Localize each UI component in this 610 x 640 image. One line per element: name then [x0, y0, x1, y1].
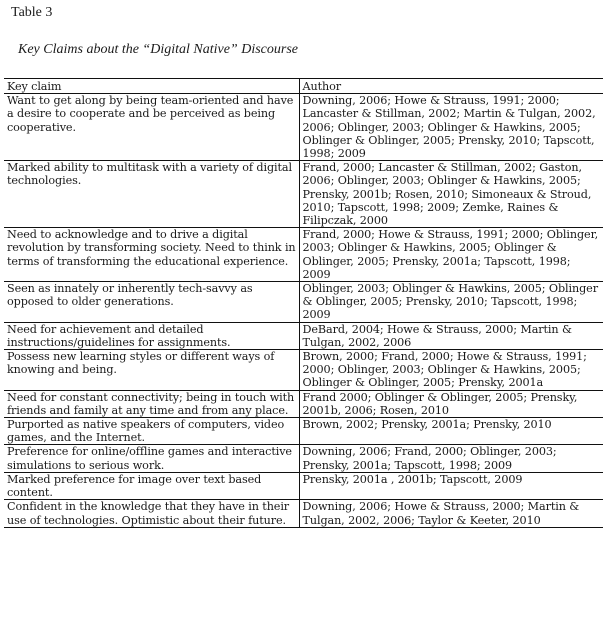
- author-cell: Downing, 2006; Frand, 2000; Oblinger, 2003; Prensky, 2001a; Tapscott, 1998; 2009: [299, 445, 603, 472]
- key-claim-cell: Want to get along by being team-oriented and have a desire to cooperate and be perceived as being cooperative.: [4, 94, 299, 161]
- table-row: [4, 94, 603, 161]
- key-claim-cell: Preference for online/offline games and interactive simulations to serious work.: [4, 445, 299, 472]
- key-claim-cell: Marked preference for image over text based content.: [4, 472, 299, 499]
- table-title: Key Claims about the “Digital Native” Discourse: [18, 42, 298, 57]
- table-row: [4, 322, 603, 349]
- key-claim-cell: Confident in the knowledge that they have in their use of technologies. Optimistic about their future.: [4, 500, 299, 527]
- table-row: [4, 418, 603, 445]
- author-cell: Brown, 2002; Prensky, 2001a; Prensky, 2010: [299, 418, 603, 445]
- table-row: [4, 282, 603, 323]
- table-row: [4, 350, 603, 391]
- table-row: [4, 161, 603, 228]
- key-claim-cell: Seen as innately or inherently tech-savvy as opposed to older generations.: [4, 282, 299, 323]
- table-row: [4, 500, 603, 527]
- key-claim-cell: Need to acknowledge and to drive a digital revolution by transforming society. Need to think in terms of transforming the educational experience.: [4, 228, 299, 282]
- author-cell: Frand, 2000; Howe & Strauss, 1991; 2000; Oblinger, 2003; Oblinger & Hawkins, 2005; Oblinger & Oblinger, 2005; Prensky, 2001a; Tapscott, 1998; 2009: [299, 228, 603, 282]
- claims-table: [4, 78, 603, 528]
- table-label: Table 3: [11, 5, 53, 20]
- author-cell: Downing, 2006; Howe & Strauss, 1991; 2000; Lancaster & Stillman, 2002; Martin & Tulgan, 2002, 2006; Oblinger, 2003; Oblinger & Hawkins, 2005; Oblinger & Oblinger, 2005; Prensky, 2010; Tapscott, 1998; 2009: [299, 94, 603, 161]
- key-claim-cell: Marked ability to multitask with a variety of digital technologies.: [4, 161, 299, 228]
- key-claim-cell: Need for constant connectivity; being in touch with friends and family at any time and from any place.: [4, 390, 299, 417]
- table-row: [4, 472, 603, 499]
- key-claim-cell: Purported as native speakers of computers, video games, and the Internet.: [4, 418, 299, 445]
- table-header-row: [4, 79, 603, 94]
- author-cell: Oblinger, 2003; Oblinger & Hawkins, 2005; Oblinger & Oblinger, 2005; Prensky, 2010; Tapscott, 1998; 2009: [299, 282, 603, 323]
- table-row: [4, 228, 603, 282]
- author-cell: Downing, 2006; Howe & Strauss, 2000; Martin & Tulgan, 2002, 2006; Taylor & Keeter, 2010: [299, 500, 603, 527]
- author-cell: Brown, 2000; Frand, 2000; Howe & Strauss, 1991; 2000; Oblinger, 2003; Oblinger & Hawkins, 2005; Oblinger & Oblinger, 2005; Prensky, 2001a: [299, 350, 603, 391]
- table-row: [4, 390, 603, 417]
- table-row: [4, 445, 603, 472]
- author-cell: DeBard, 2004; Howe & Strauss, 2000; Martin & Tulgan, 2002, 2006: [299, 322, 603, 349]
- author-cell: Frand 2000; Oblinger & Oblinger, 2005; Prensky, 2001b, 2006; Rosen, 2010: [299, 390, 603, 417]
- author-cell: Prensky, 2001a , 2001b; Tapscott, 2009: [299, 472, 603, 499]
- column-header-author: Author: [299, 79, 603, 94]
- key-claim-cell: Need for achievement and detailed instructions/guidelines for assignments.: [4, 322, 299, 349]
- column-header-key-claim: Key claim: [4, 79, 299, 94]
- author-cell: Frand, 2000; Lancaster & Stillman, 2002; Gaston, 2006; Oblinger, 2003; Oblinger & Hawkins, 2005; Prensky, 2001b; Rosen, 2010; Simoneaux & Stroud, 2010; Tapscott, 1998; 2009; Zemke, Raines & Filipczak, 2000: [299, 161, 603, 228]
- key-claim-cell: Possess new learning styles or different ways of knowing and being.: [4, 350, 299, 391]
